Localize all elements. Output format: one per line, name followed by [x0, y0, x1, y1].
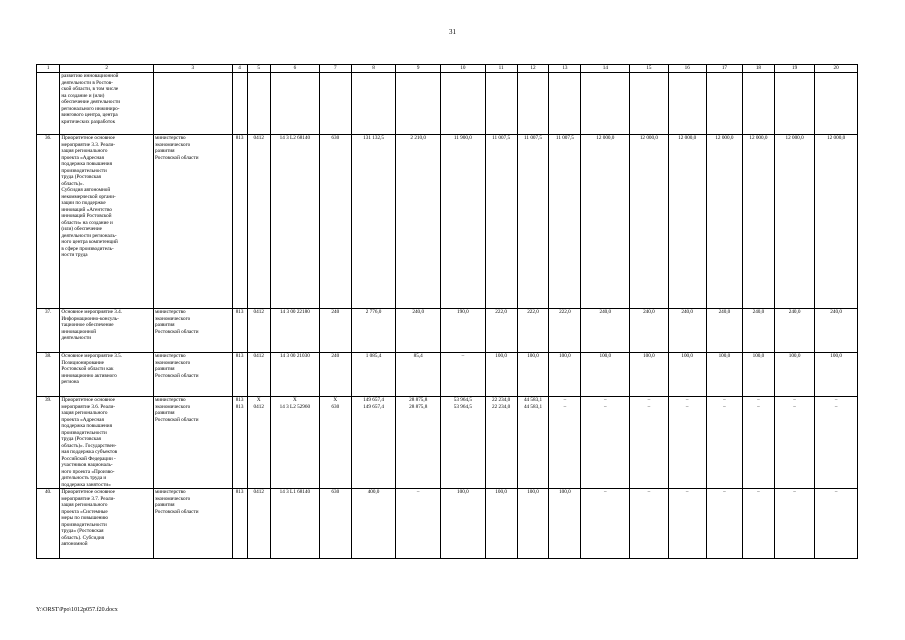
year-2026: [668, 73, 706, 135]
year-2023: 100,0: [549, 489, 581, 559]
year-2024: 240,0: [581, 309, 630, 353]
year-2020: –: [441, 353, 486, 397]
col-header: 18: [742, 65, 774, 73]
col-header: 6: [270, 65, 319, 73]
measure-name: Основное мероприятие 3.5. Позиционирование Ростовской области как инновационно активного региона: [60, 353, 154, 397]
year-2026: –: [668, 489, 706, 559]
table-body: [37, 73, 858, 559]
col-header: 14: [581, 65, 630, 73]
year-2021: 100,0: [485, 353, 517, 397]
year-2025: 12 000,0: [630, 135, 668, 309]
executor: министерство экономического развития Ростовской области: [153, 397, 232, 489]
col-header: 3: [153, 65, 232, 73]
row-number: 37.: [37, 309, 60, 353]
year-2025: 240,0: [630, 309, 668, 353]
year-2027: –: [706, 489, 742, 559]
col-header: 4: [232, 65, 247, 73]
year-2026: 240,0: [668, 309, 706, 353]
table-row: [37, 309, 858, 353]
col-header: 20: [815, 65, 858, 73]
year-2027: [706, 73, 742, 135]
year-2030: 100,0: [815, 353, 858, 397]
year-2027: – –: [706, 397, 742, 489]
col-header: 11: [485, 65, 517, 73]
year-2026: – –: [668, 397, 706, 489]
row-number: [37, 73, 60, 135]
row-number: 39.: [37, 397, 60, 489]
section-code: 0412: [247, 135, 270, 309]
col-header: 7: [319, 65, 351, 73]
year-2022: 100,0: [517, 489, 549, 559]
expense-type-code: [319, 73, 351, 135]
year-2020: [441, 73, 486, 135]
year-2030: – –: [815, 397, 858, 489]
total-amount: 149 657,4 149 657,4: [351, 397, 396, 489]
year-2027: 12 000,0: [706, 135, 742, 309]
measure-name: Приоритетное основное мероприятие 3.3. Реали- зация регионального проекта «Адресная поддержка повышения производительности труда (Ростовская область)». Субсидия автономной некоммерческой органи- зации по поддержке инноваций «Агентство инноваций Ростовской области» на создание и (или) обеспечение деятельности региональ- ного центра компетенций в сфере производитель- ности труда: [60, 135, 154, 309]
measure-name: развитию инновационной деятельности в Ростов- ской области, в том числе на создание и (или) обеспечение деятельности регионального инжиниро- вингового центра, центра критических разработок: [60, 73, 154, 135]
col-header: 15: [630, 65, 668, 73]
year-2022: 100,0: [517, 353, 549, 397]
year-2028: 12 000,0: [742, 135, 774, 309]
year-2028: – –: [742, 397, 774, 489]
total-amount: 1 085,4: [351, 353, 396, 397]
year-2021: 100,0: [485, 489, 517, 559]
year-2020: 53 964,5 53 964,5: [441, 397, 486, 489]
row-number: 36.: [37, 135, 60, 309]
row-number: 38.: [37, 353, 60, 397]
year-2023: 222,0: [549, 309, 581, 353]
year-2028: –: [742, 489, 774, 559]
expense-type-code: 240: [319, 353, 351, 397]
col-header: 12: [517, 65, 549, 73]
row-number: 40.: [37, 489, 60, 559]
year-2019: 2 210,0: [396, 135, 441, 309]
budget-table: [36, 64, 858, 559]
year-2026: 100,0: [668, 353, 706, 397]
table-row: [37, 489, 858, 559]
col-header: 9: [396, 65, 441, 73]
col-header: 10: [441, 65, 486, 73]
col-header: 5: [247, 65, 270, 73]
year-2022: 222,0: [517, 309, 549, 353]
year-2030: 12 000,0: [815, 135, 858, 309]
section-code: [247, 73, 270, 135]
year-2029: 12 000,0: [774, 135, 814, 309]
section-code: 0412: [247, 489, 270, 559]
year-2025: – –: [630, 397, 668, 489]
year-2029: 100,0: [774, 353, 814, 397]
year-2030: [815, 73, 858, 135]
table-row: [37, 353, 858, 397]
year-2019: 85,4: [396, 353, 441, 397]
year-2024: [581, 73, 630, 135]
year-2019: –: [396, 489, 441, 559]
measure-name: Приоритетное основное мероприятие 3.6. Реали- зация регионального проекта «Адресная поддержка повышения производительности труда (Ростовская область)». Государствен- ная поддержка субъектов Российской Федерации - участников националь- ного проекта «Произво- дительность труда и поддержка занятости»: [60, 397, 154, 489]
table-row: [37, 397, 858, 489]
target-article-code: 14 3 L2 68140: [270, 135, 319, 309]
target-article-code: [270, 73, 319, 135]
gr-code: 813: [232, 353, 247, 397]
executor: министерство экономического развития Ростовской области: [153, 489, 232, 559]
year-2022: 11 007,5: [517, 135, 549, 309]
year-2027: 100,0: [706, 353, 742, 397]
table-row: [37, 73, 858, 135]
year-2021: 11 007,5: [485, 135, 517, 309]
gr-code: 813: [232, 309, 247, 353]
year-2029: –: [774, 489, 814, 559]
executor: министерство экономического развития Ростовской области: [153, 135, 232, 309]
gr-code: 813 813: [232, 397, 247, 489]
target-article-code: 14 3 00 21030: [270, 353, 319, 397]
measure-name: Основное мероприятие 3.4. Информационно-консуль- тационное обеспечение инновационной деятельности: [60, 309, 154, 353]
year-2019: 240,0: [396, 309, 441, 353]
target-article-code: X 14 3 L2 52960: [270, 397, 319, 489]
col-header: 1: [37, 65, 60, 73]
col-header: 13: [549, 65, 581, 73]
year-2028: 240,0: [742, 309, 774, 353]
total-amount: 2 776,0: [351, 309, 396, 353]
year-2025: [630, 73, 668, 135]
year-2030: 240,0: [815, 309, 858, 353]
year-2020: 11 900,0: [441, 135, 486, 309]
col-header: 8: [351, 65, 396, 73]
gr-code: 813: [232, 135, 247, 309]
year-2024: 12 000,0: [581, 135, 630, 309]
executor: министерство экономического развития Ростовской области: [153, 309, 232, 353]
year-2022: 44 583,1 44 583,1: [517, 397, 549, 489]
total-amount: 400,0: [351, 489, 396, 559]
year-2021: 22 234,0 22 234,0: [485, 397, 517, 489]
executor: [153, 73, 232, 135]
year-2029: 240,0: [774, 309, 814, 353]
gr-code: 813: [232, 489, 247, 559]
target-article-code: 14 3 L1 68140: [270, 489, 319, 559]
section-code: X 0412: [247, 397, 270, 489]
executor: министерство экономического развития Ростовской области: [153, 353, 232, 397]
year-2020: 100,0: [441, 489, 486, 559]
target-article-code: 14 3 00 22180: [270, 309, 319, 353]
year-2024: –: [581, 489, 630, 559]
year-2023: 11 007,5: [549, 135, 581, 309]
year-2022: [517, 73, 549, 135]
section-code: 0412: [247, 353, 270, 397]
year-2023: 100,0: [549, 353, 581, 397]
year-2019: 28 875,8 28 875,8: [396, 397, 441, 489]
year-2025: 100,0: [630, 353, 668, 397]
year-2019: [396, 73, 441, 135]
year-2028: 100,0: [742, 353, 774, 397]
col-header: 19: [774, 65, 814, 73]
gr-code: [232, 73, 247, 135]
col-header: 2: [60, 65, 154, 73]
section-code: 0412: [247, 309, 270, 353]
measure-name: Приоритетное основное мероприятие 3.7. Реали- зация регионального проекта «Системные меры по повышению производительности труда» (Ростовская область). Субсидия автономной: [60, 489, 154, 559]
expense-type-code: 630: [319, 135, 351, 309]
year-2029: [774, 73, 814, 135]
year-2023: [549, 73, 581, 135]
year-2020: 190,0: [441, 309, 486, 353]
expense-type-code: 630: [319, 489, 351, 559]
year-2024: 100,0: [581, 353, 630, 397]
expense-type-code: 240: [319, 309, 351, 353]
year-2027: 240,0: [706, 309, 742, 353]
header-row: [37, 65, 858, 73]
footer-file-path: Y:\ORST\Ppo\1012p057.f20.docx: [36, 607, 118, 613]
year-2024: – –: [581, 397, 630, 489]
year-2026: 12 000,0: [668, 135, 706, 309]
total-amount: 131 132,5: [351, 135, 396, 309]
table-row: [37, 135, 858, 309]
year-2028: [742, 73, 774, 135]
page-number: 31: [449, 28, 456, 36]
total-amount: [351, 73, 396, 135]
year-2023: – –: [549, 397, 581, 489]
col-header: 17: [706, 65, 742, 73]
col-header: 16: [668, 65, 706, 73]
year-2021: [485, 73, 517, 135]
year-2025: –: [630, 489, 668, 559]
expense-type-code: X 630: [319, 397, 351, 489]
year-2030: –: [815, 489, 858, 559]
year-2021: 222,0: [485, 309, 517, 353]
year-2029: – –: [774, 397, 814, 489]
